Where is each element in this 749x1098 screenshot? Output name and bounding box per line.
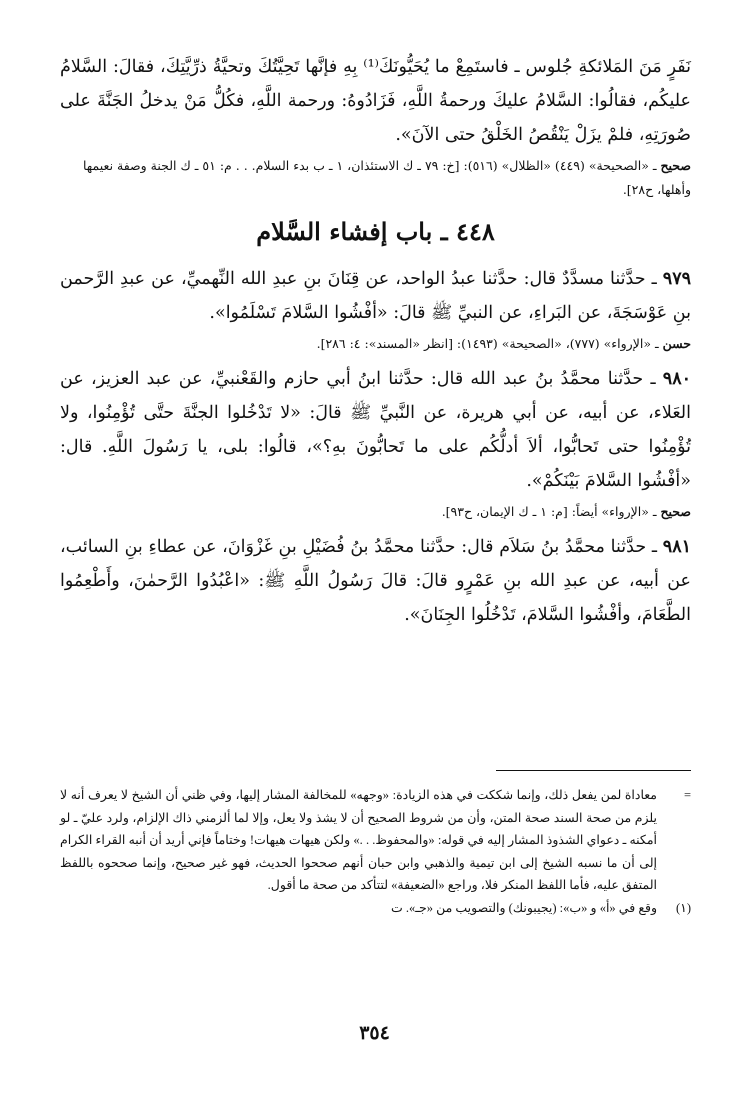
hadith-979	[60, 262, 691, 356]
chapter-heading	[60, 212, 691, 252]
hadith-number: ٩٨٠	[662, 369, 691, 389]
footnote-text: معاداة لمن يفعل ذلك، وإنما شككت في هذه الزيادة: «وجهه» للمخالفة المشار إليها، وفي ظني أن الشيخ لا يعرف أنه لا يلزم من صحة السند صحة المتن، وأن من شروط الصحيح أن لا يشذ ولا يعل، وإلا لما ألزمني ذاك الإلزام، ولرد عليّ ـ لو أمكنه ـ دعواي الشذوذ المشار إليه في قوله: «والمحفوظ. . .» ولكن هيهات هيهات! وختاماً فإني أريد أن أنبه القراء الكرام إلى أن ما نسبه الشيخ إلى ابن تيمية والذهبي وابن حبان أنهم صححوا الحديث، فهو غير صحيح، وإنما صححوه باللفظ المتفق عليه، فأما اللفظ المنكر فلا، وراجع «الضعيفة» لتتأكد من صحة ما أقول.	[60, 788, 657, 892]
hadith-981	[60, 530, 691, 632]
grade-line-top	[60, 154, 691, 202]
hadith-text	[60, 262, 691, 330]
chapter-number: ٤٤٨	[456, 217, 495, 246]
hadith-body: ـ حدَّثنا محمَّدُ بنُ سَلاَم قال: حدَّثنا محمَّدُ بنُ فُضَيْلِ بنِ غَزْوَانَ، عن عطاءِ بنِ السائب، عن أبيه، عن عبدِ الله بنِ عَمْرٍو قالَ: قالَ رَسُولُ اللَّهِ ﷺ: «اعْبُدُوا الرَّحمٰنَ، وأَطْعِمُوا الطَّعَامَ، وأفْشُوا السَّلامَ، تَدْخُلُوا الجِنَانَ».	[60, 537, 691, 625]
grade-text: ـ «الإرواء» (٧٧٧)، «الصحيحة» (١٤٩٣): [انظر «المسند»: ٤: ٢٨٦].	[316, 336, 659, 351]
footnote-text: وقع في «أ» و «ب»: (يجيبونك) والتصويب من «جـ». ت	[391, 900, 657, 915]
hadith-number: ٩٧٩	[662, 269, 691, 289]
footnote-mark: =	[683, 788, 691, 802]
continued-hadith-text: نَفَرٍ مَنَ المَلائكةِ جُلوس ـ فاستَمِعْ ما يُحَيُّونَكَ⁽¹⁾ بِهِ فإنَّها تَحِيَّتُكَ وتحيَّةُ ذرِّيَّتِكَ، فقالَ: السَّلامُ عليكُم، فقالُوا: السَّلامُ عليكَ ورحمةُ اللَّهِ، فَزَادُوهُ: ورحمة اللَّهِ، فكُلُّ مَنْ يدخلُ الجَنَّةَ على صُورَتِهِ، فلمْ يزَلْ يَنْقُصُ الخَلْقُ حتى الآنَ».	[60, 57, 691, 145]
footnote-continued	[60, 784, 691, 897]
grade-label: صحيح	[660, 158, 691, 173]
chapter-separator: ـ	[432, 217, 457, 246]
grade-label: صحيح	[660, 504, 691, 519]
hadith-text	[60, 362, 691, 498]
footnote-1	[60, 897, 691, 920]
hadith-number: ٩٨١	[662, 537, 691, 557]
grade-text: ـ «الصحيحة» (٤٤٩) «الظلال» (٥١٦): [خ: ٧٩ ـ ك الاستئذان، ١ ـ ب بدء السلام. . . م: ٥١ ـ ك الجنة وصفة نعيمها وأهلها، ح٢٨].	[82, 158, 691, 197]
grade-label: حسن	[662, 336, 691, 351]
footnote-divider	[496, 770, 691, 771]
hadith-text	[60, 530, 691, 632]
hadith-body: ـ حدَّثنا مسدَّدٌ قال: حدَّثنا عبدُ الواحد، عن قِنَانَ بنِ عبدِ الله النِّهميِّ، عن عبدِ الرَّحمن بنِ عَوْسَجَةَ، عن البَراءِ، عن النبيِّ ﷺ قالَ: «أفْشُوا السَّلامَ تَسْلَمُوا».	[60, 269, 691, 323]
chapter-title: باب إفشاء السَّلام	[256, 217, 433, 246]
footnotes	[60, 784, 691, 919]
page-number: ٣٥٤	[359, 1022, 390, 1044]
grade-line	[60, 500, 691, 524]
hadith-body: ـ حدَّثنا محمَّدُ بنُ عبد الله قال: حدَّثنا ابنُ أبي حازم والقَعْنبيِّ، عن عبد العزيز، عن العَلاء، عن أبيه، عن أبي هريرة، عن النَّبيِّ ﷺ قالَ: «لا تَدْخُلوا الجنَّةَ حتَّى تُؤْمِنُوا، ولا تُؤْمِنُوا حتى تَحابُّوا، ألاَ أدلُّكُم على ما تَحابُّونَ بهِ؟»، قالُوا: بلى، يا رَسُولَ اللَّهِ. قال: «أفْشُوا السَّلامَ بَيْنَكُمْ».	[60, 369, 691, 491]
grade-line	[60, 332, 691, 356]
hadith-980	[60, 362, 691, 524]
grade-text: ـ «الإرواء» أيضاً: [م: ١ ـ ك الإيمان، ح٩٣].	[441, 504, 657, 519]
footnote-mark: (١)	[675, 900, 691, 915]
